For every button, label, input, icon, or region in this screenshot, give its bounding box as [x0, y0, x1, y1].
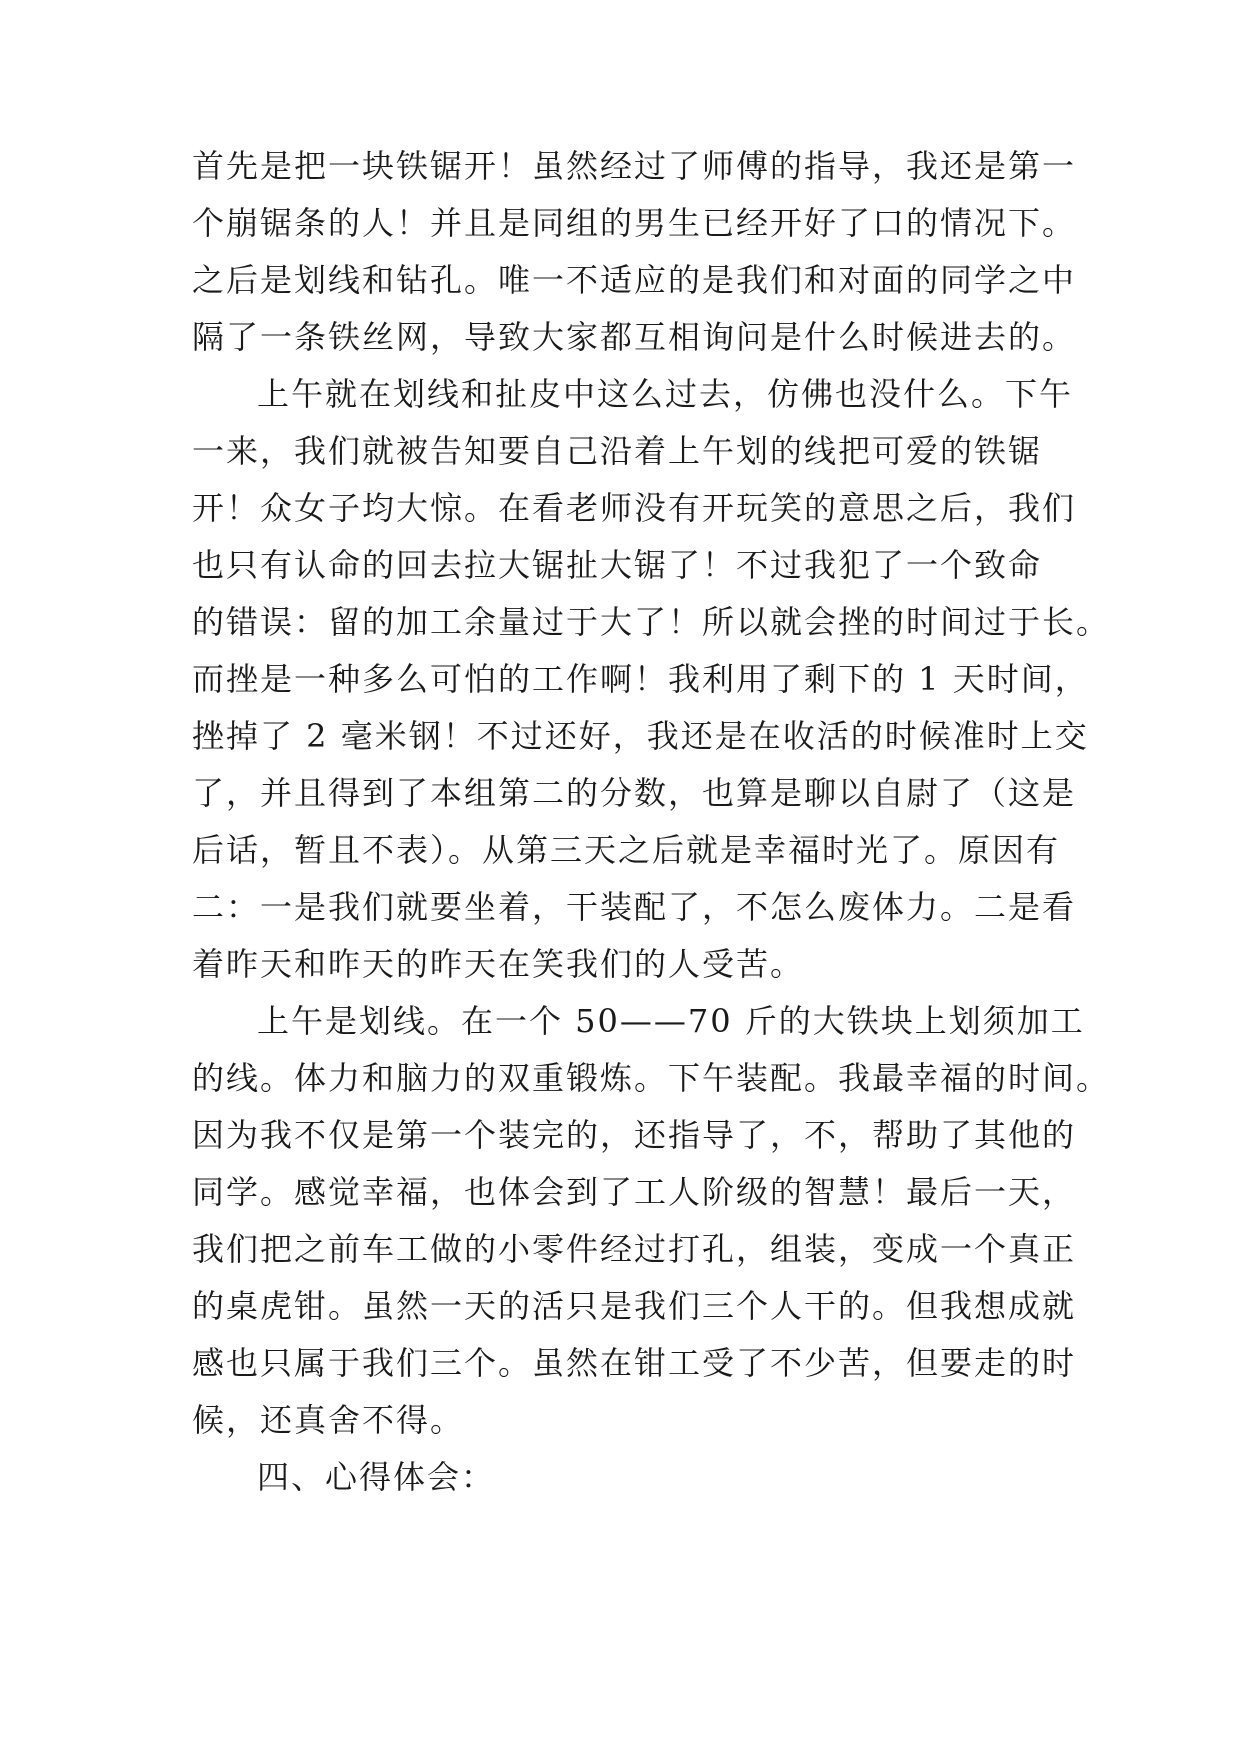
text-line: 首先是把一块铁锯开！虽然经过了师傅的指导，我还是第一 — [192, 147, 1077, 185]
text-line: 着昨天和昨天的昨天在笑我们的人受苦。 — [192, 945, 805, 983]
text-line: 因为我不仅是第一个装完的，还指导了，不，帮助了其他的 — [192, 1116, 1077, 1154]
text-line: 我们把之前车工做的小零件经过打孔，组装，变成一个真正 — [192, 1230, 1077, 1268]
text-line: 候，还真舍不得。 — [192, 1401, 465, 1439]
text-line: 开！众女子均大惊。在看老师没有开玩笑的意思之后，我们 — [192, 489, 1077, 527]
paragraph-first-line: 上午是划线。在一个 50——70 斤的大铁块上划须加工 — [257, 1002, 1085, 1040]
text-line: 的桌虎钳。虽然一天的活只是我们三个人干的。但我想成就 — [192, 1287, 1077, 1325]
text-line: 同学。感觉幸福，也体会到了工人阶级的智慧！最后一天， — [192, 1173, 1077, 1211]
text-line: 个崩锯条的人！并且是同组的男生已经开好了口的情况下。 — [192, 204, 1077, 242]
text-line: 的线。体力和脑力的双重锻炼。下午装配。我最幸福的时间。 — [192, 1059, 1111, 1097]
text-line: 二：一是我们就要坐着，干装配了，不怎么废体力。二是看 — [192, 888, 1077, 926]
paragraph-first-line: 上午就在划线和扯皮中这么过去，仿佛也没什么。下午 — [257, 375, 1074, 413]
text-line: 也只有认命的回去拉大锯扯大锯了！不过我犯了一个致命 — [192, 546, 1043, 584]
text-line: 挫掉了 2 毫米钢！不过还好，我还是在收活的时候准时上交 — [192, 717, 1089, 755]
text-line: 了，并且得到了本组第二的分数，也算是聊以自尉了（这是 — [192, 774, 1077, 812]
text-line: 后话，暂且不表）。从第三天之后就是幸福时光了。原因有 — [192, 831, 1061, 869]
text-line: 一来，我们就被告知要自己沿着上午划的线把可爱的铁锯 — [192, 432, 1043, 470]
section-heading: 四、心得体会： — [257, 1458, 496, 1496]
text-line: 的错误：留的加工余量过于大了！所以就会挫的时间过于长。 — [192, 603, 1111, 641]
text-line: 隔了一条铁丝网，导致大家都互相询问是什么时候进去的。 — [192, 318, 1077, 356]
text-line: 感也只属于我们三个。虽然在钳工受了不少苦，但要走的时 — [192, 1344, 1077, 1382]
text-line: 之后是划线和钻孔。唯一不适应的是我们和对面的同学之中 — [192, 261, 1077, 299]
text-line: 而挫是一种多么可怕的工作啊！我利用了剩下的 1 天时间， — [192, 660, 1089, 698]
